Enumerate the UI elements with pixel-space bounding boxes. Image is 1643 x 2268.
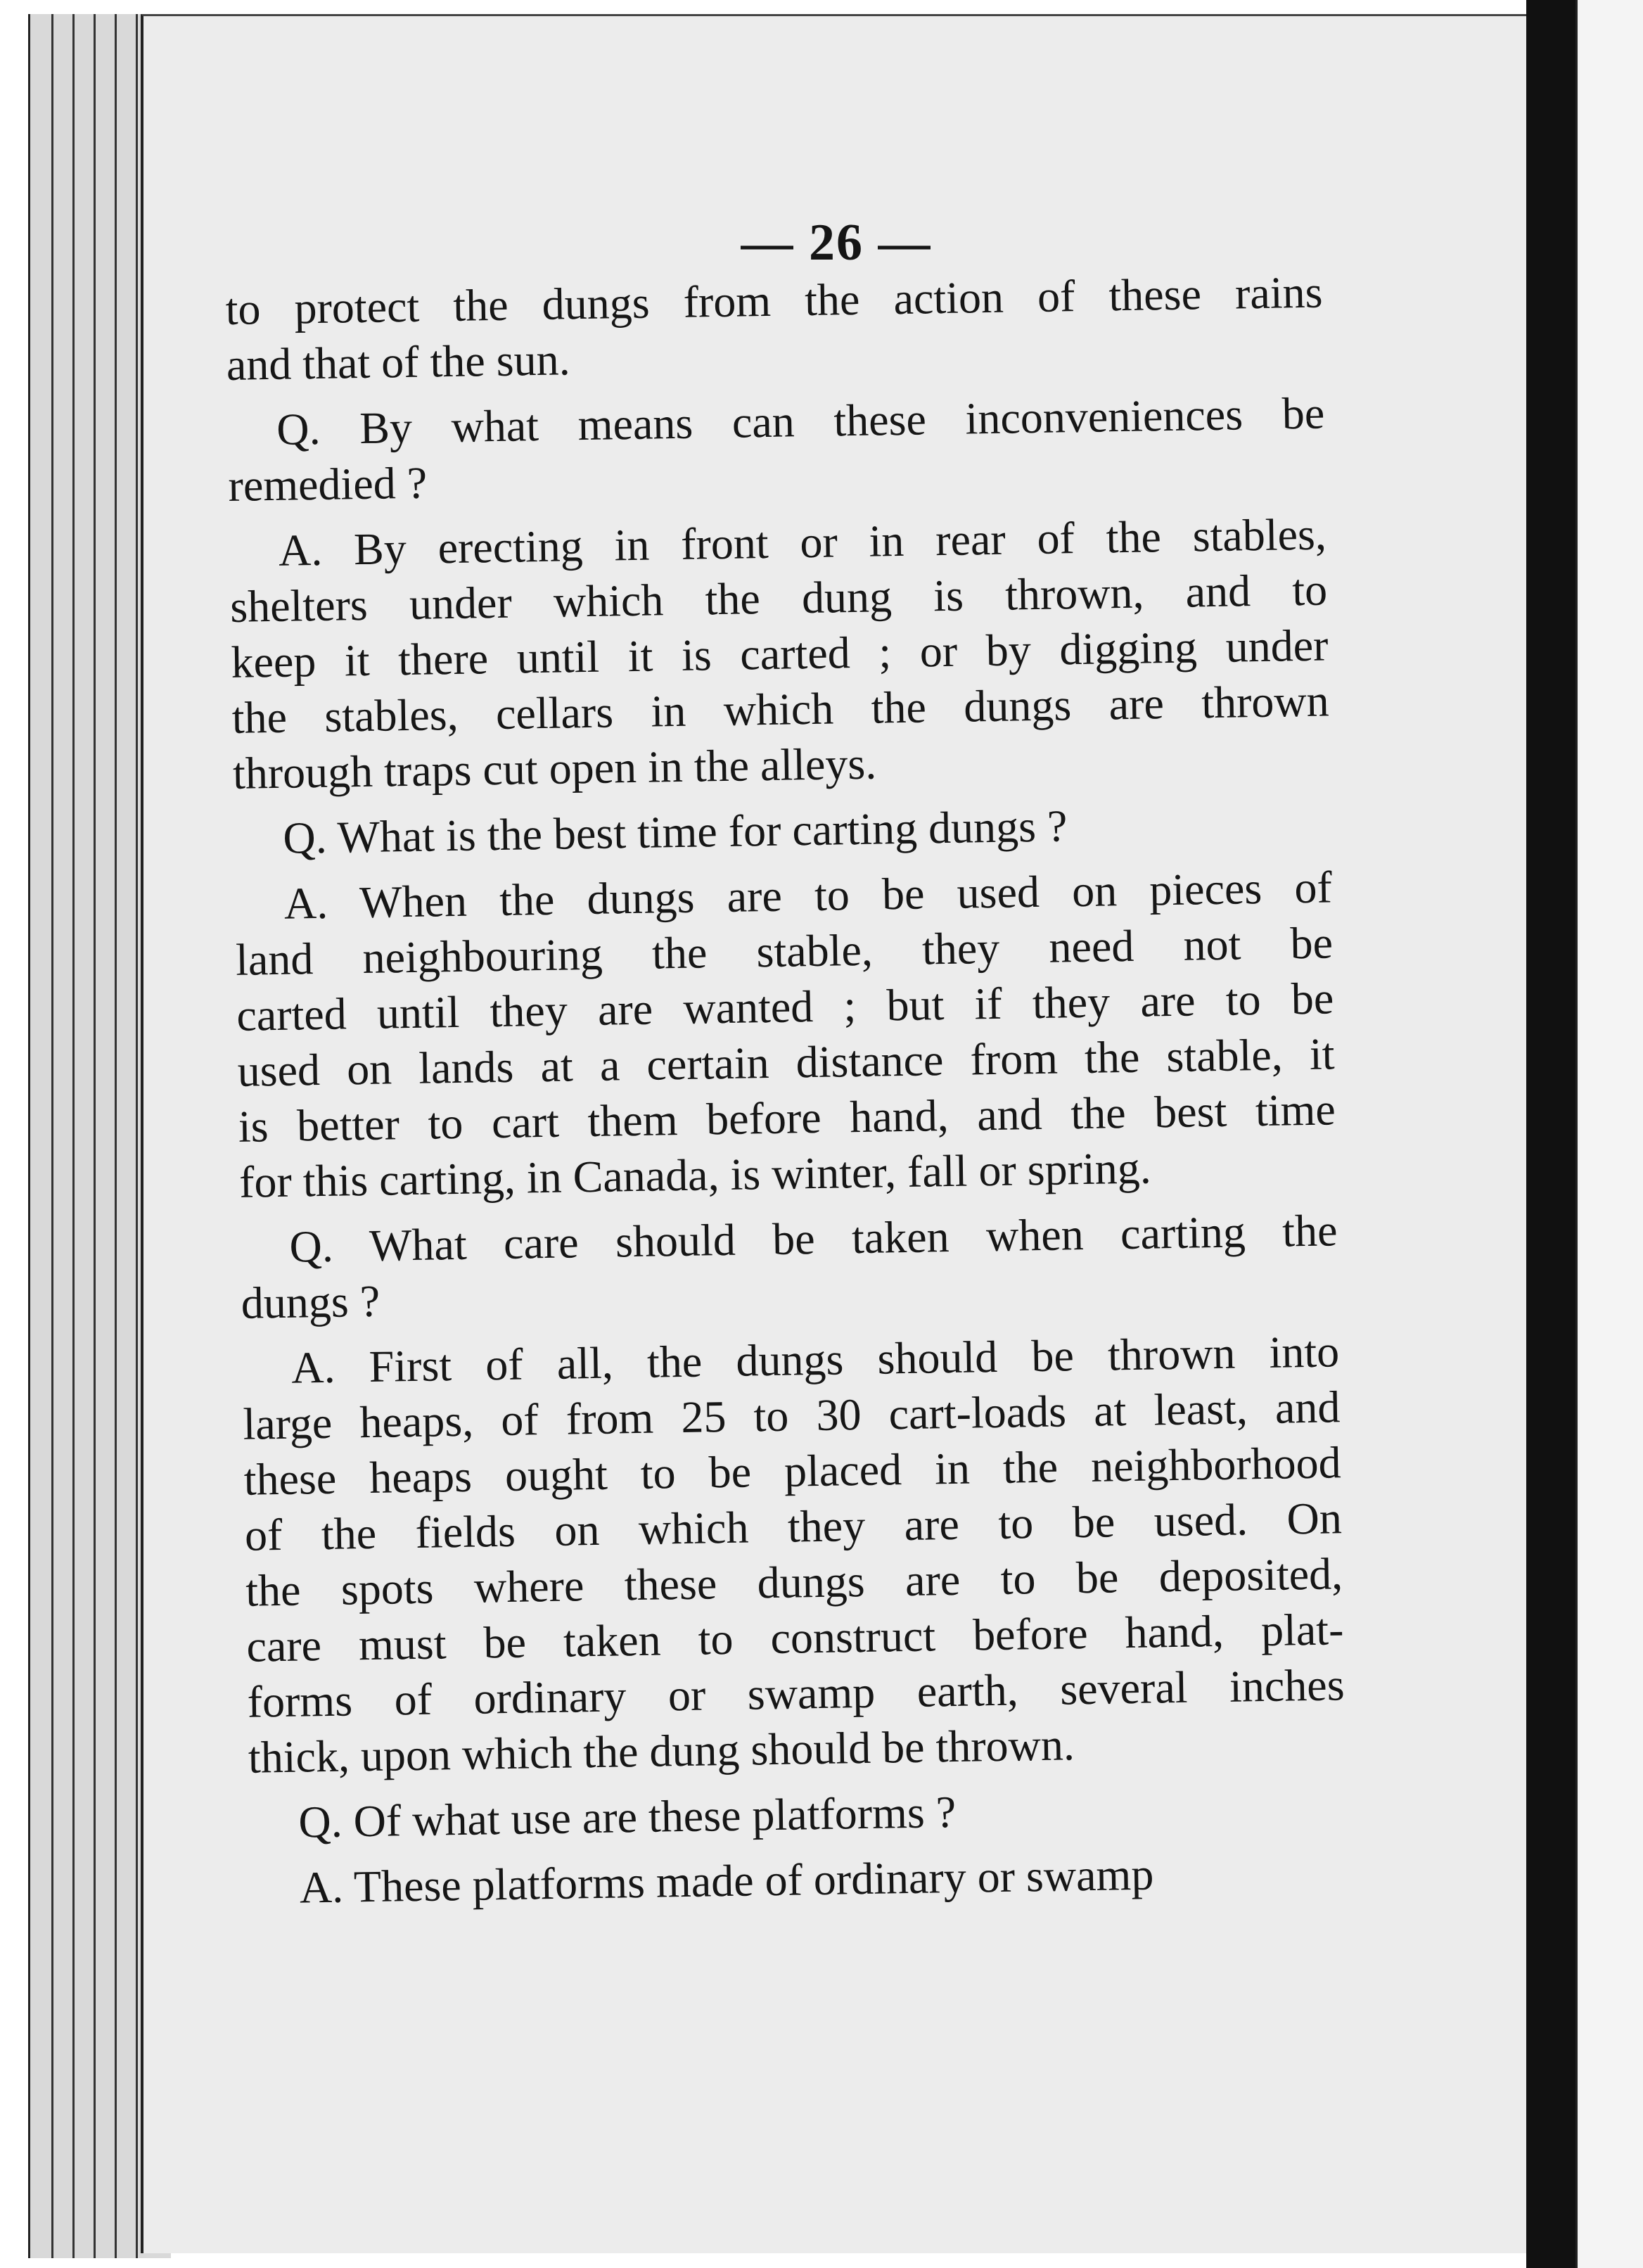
text-line: carted until they are wanted ; but if they are to be	[236, 973, 1334, 1040]
text-line: Q. What care should be taken when carting the	[289, 1205, 1338, 1272]
text-line: care must be taken to construct before hand, plat-	[245, 1604, 1344, 1671]
text-line: and that of the sun.	[226, 334, 571, 390]
text-line: for this carting, in Canada, is winter, fall or spring.	[238, 1142, 1152, 1207]
text-line: thick, upon which the dung should be thrown.	[248, 1719, 1075, 1783]
text-line: A. First of all, the dungs should be thrown into	[290, 1326, 1340, 1393]
paragraph	[225, 264, 1324, 392]
text-line: A. By erecting in front or in rear of the stables,	[278, 509, 1327, 575]
page-edge-line	[51, 14, 53, 2258]
text-line: dungs ?	[241, 1275, 381, 1328]
text-line: Q. By what means can these inconveniences be	[276, 388, 1325, 454]
paragraph	[249, 1778, 1347, 1850]
text-line: land neighbouring the stable, they need not be	[235, 917, 1334, 985]
text-line: Q. What is the best time for carting dungs ?	[282, 801, 1068, 863]
text-line: the stables, cellars in which the dungs are thrown	[231, 675, 1330, 743]
page-edge-line	[94, 14, 96, 2258]
paragraph	[227, 385, 1326, 513]
paragraph	[240, 1202, 1338, 1330]
text-line: forms of ordinary or swamp earth, several inches	[247, 1659, 1345, 1727]
text-line: used on lands at a certain distance from the stable, it	[237, 1028, 1335, 1096]
text-line: A. When the dungs are to be used on pieces of	[283, 862, 1333, 929]
page-edge-line	[136, 14, 138, 2258]
page-edge-line	[115, 14, 117, 2258]
text-line: the spots where these dungs are to be deposited,	[245, 1548, 1343, 1616]
paragraph	[229, 506, 1330, 801]
text-line: large heaps, of from 25 to 30 cart-loads at least, and	[242, 1382, 1341, 1449]
page-body-text	[225, 264, 1348, 1925]
text-line: A. These platforms made of ordinary or swamp	[299, 1849, 1154, 1913]
text-line: these heaps ought to be placed in the neighborhood	[243, 1437, 1342, 1505]
paragraph	[234, 794, 1331, 866]
text-line: to protect the dungs from the action of these rains	[225, 267, 1323, 334]
page-edge-line	[72, 14, 75, 2258]
text-line: Q. Of what use are these platforms ?	[298, 1786, 957, 1847]
book-binding	[1526, 0, 1575, 2268]
paragraph	[234, 859, 1336, 1209]
facing-page-edge	[1575, 0, 1643, 2268]
paragraph	[250, 1843, 1348, 1916]
paragraph	[242, 1323, 1346, 1785]
text-line: keep it there until it is carted ; or by digging under	[230, 620, 1329, 687]
text-line: remedied ?	[228, 457, 428, 511]
page-number: — 26 —	[741, 214, 932, 272]
text-line: shelters under which the dung is thrown, and to	[229, 564, 1328, 632]
text-line: of the fields on which they are to be used. On	[244, 1493, 1343, 1560]
text-line: through traps cut open in the alleys.	[232, 738, 877, 798]
text-line: is better to cart them before hand, and the best time	[238, 1084, 1336, 1152]
